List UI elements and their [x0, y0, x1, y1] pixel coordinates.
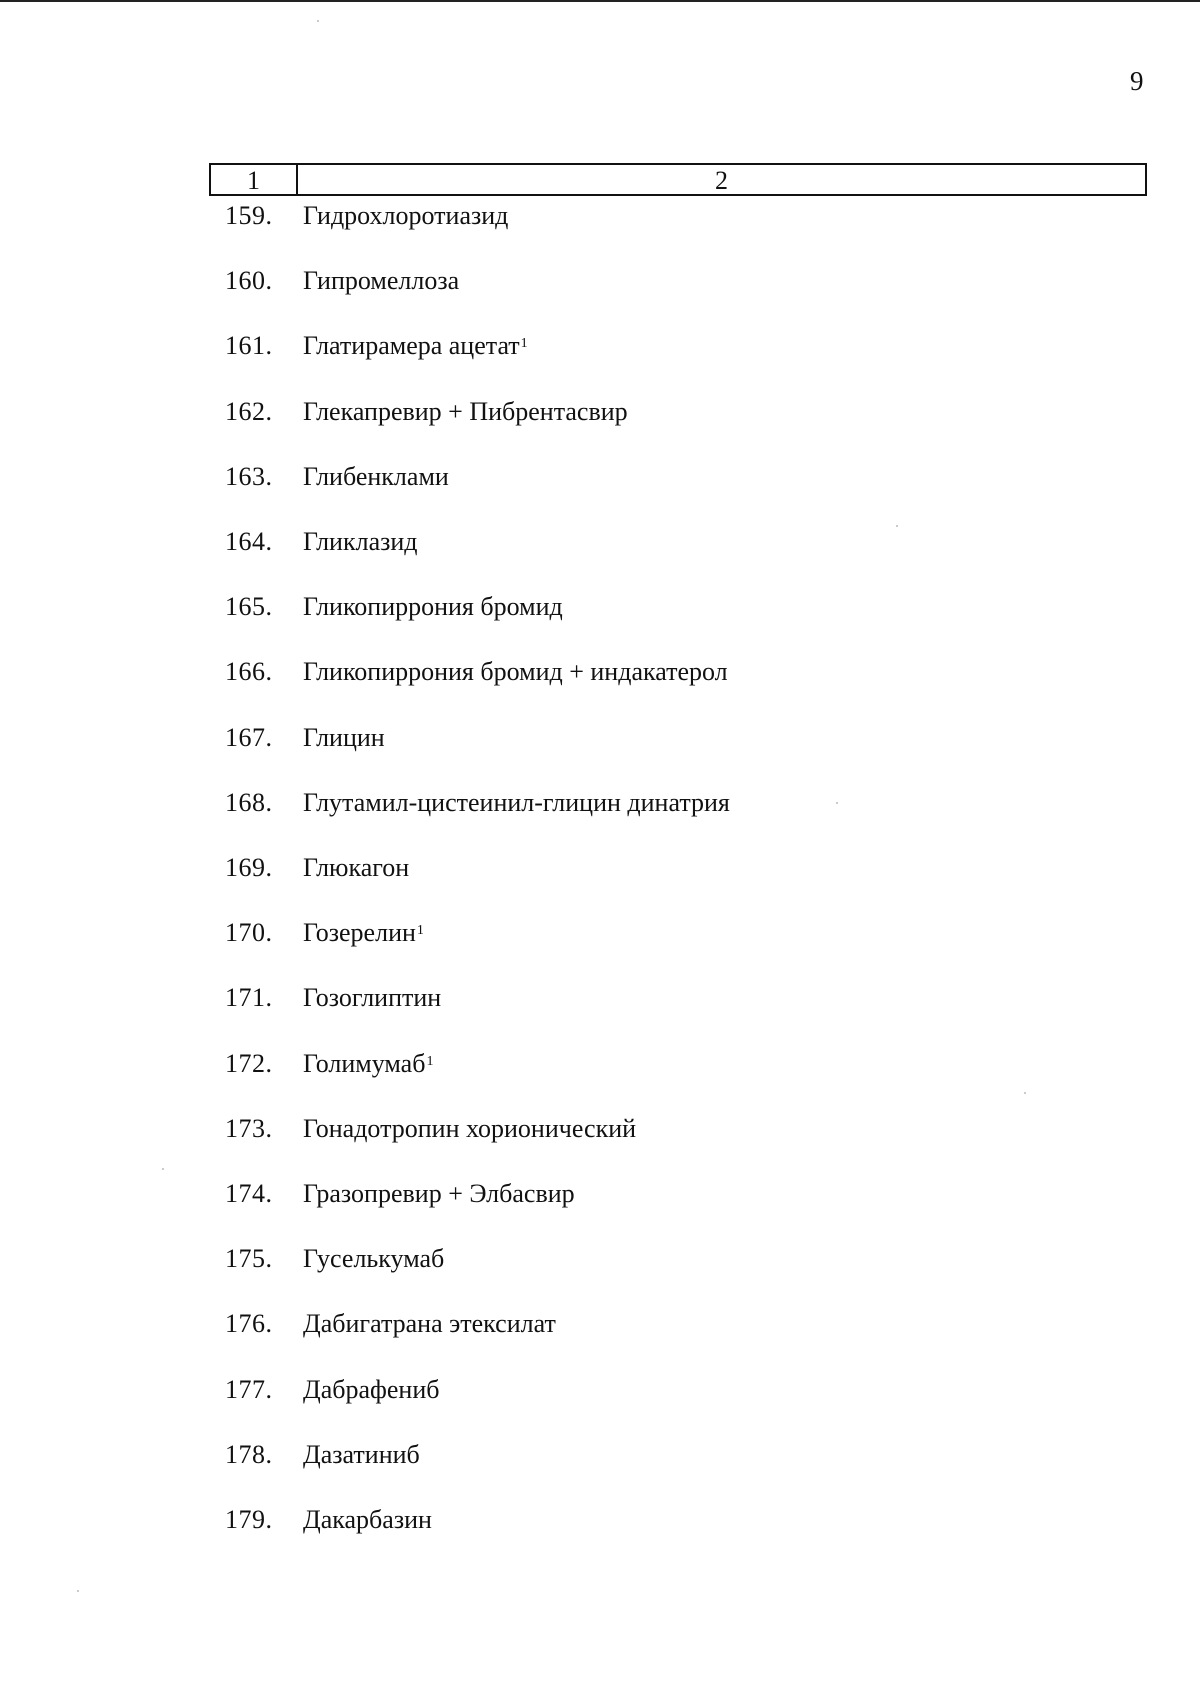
footnote-marker: 1 — [416, 923, 424, 939]
list-item-number: 166. — [225, 657, 273, 687]
list-item-number: 173. — [225, 1113, 273, 1143]
list-item-drug-name — [303, 1243, 444, 1275]
table-header-col-2: 2 — [715, 166, 728, 195]
drug-name-text: Дабрафениб — [303, 1374, 440, 1404]
scan-speck — [836, 802, 838, 804]
list-item-drug-name — [303, 1439, 420, 1471]
drug-name-text: Глибенклами — [303, 461, 449, 491]
list-item-drug-name — [303, 982, 441, 1014]
footnote-marker: 1 — [426, 1053, 434, 1069]
list-item-drug-name — [303, 1374, 440, 1406]
scan-speck — [317, 20, 319, 22]
list-item-number: 164. — [225, 527, 273, 556]
drug-name-text: Глюкагон — [303, 853, 410, 882]
list-item-drug-name — [303, 722, 385, 754]
drug-name-text: Глутамил-цистеинил-глицин динатрия — [303, 787, 730, 817]
scan-speck — [77, 1590, 79, 1592]
list-item — [0, 1178, 1200, 1218]
list-item-drug-name — [303, 917, 424, 949]
list-item — [0, 265, 1200, 305]
list-item-drug-name — [303, 526, 418, 558]
list-item-number: 172. — [225, 1048, 273, 1078]
drug-name-text: Глатирамера ацетат — [303, 331, 520, 361]
list-item — [0, 1439, 1200, 1479]
list-item-number: 167. — [225, 722, 273, 752]
list-item — [0, 330, 1200, 370]
list-item-number: 179. — [225, 1505, 273, 1534]
list-item-number: 162. — [225, 396, 273, 426]
list-item-number: 161. — [225, 331, 273, 361]
scan-speck — [1024, 1092, 1026, 1094]
list-item — [0, 656, 1200, 696]
list-item-drug-name — [303, 656, 728, 688]
drug-name-text: Гуселькумаб — [303, 1244, 445, 1274]
drug-name-text: Гонадотропин хорионический — [303, 1113, 637, 1143]
list-item — [0, 917, 1200, 957]
scan-speck — [896, 525, 898, 527]
drug-name-text: Гозерелин — [303, 918, 416, 948]
drug-name-text: Гипромеллоза — [303, 266, 460, 296]
drug-name-text: Гразопревир + Элбасвир — [303, 1179, 575, 1208]
drug-name-text: Голимумаб — [303, 1048, 426, 1078]
scan-speck — [162, 1168, 164, 1170]
drug-name-text: Гликлазид — [303, 527, 418, 556]
list-item-drug-name — [303, 1113, 636, 1145]
list-item-number: 165. — [225, 592, 273, 622]
footnote-marker: 1 — [520, 336, 528, 352]
list-item — [0, 1113, 1200, 1153]
drug-name-text: Гликопиррония бромид — [303, 592, 563, 622]
list-item-drug-name — [303, 200, 508, 232]
list-item-number: 170. — [225, 918, 273, 948]
list-item — [0, 722, 1200, 762]
drug-name-text: Дакарбазин — [303, 1505, 432, 1534]
list-item — [0, 1308, 1200, 1348]
list-item-number: 175. — [225, 1244, 273, 1274]
list-item — [0, 787, 1200, 827]
list-item-number: 159. — [225, 201, 273, 230]
drug-name-text: Гидрохлоротиазид — [303, 201, 509, 230]
list-item-drug-name — [303, 1504, 432, 1536]
list-item-drug-name — [303, 330, 528, 362]
list-item — [0, 200, 1200, 240]
list-item-number: 174. — [225, 1179, 273, 1208]
list-item — [0, 1504, 1200, 1544]
list-item — [0, 1048, 1200, 1088]
list-item — [0, 1243, 1200, 1283]
table-header-col-1: 1 — [247, 166, 260, 195]
list-item — [0, 396, 1200, 436]
list-item-drug-name — [303, 396, 628, 428]
list-item — [0, 982, 1200, 1022]
list-item-drug-name — [303, 265, 459, 297]
list-item-number: 177. — [225, 1374, 273, 1404]
list-item-number: 178. — [225, 1439, 273, 1469]
list-item — [0, 526, 1200, 566]
list-item-drug-name — [303, 591, 563, 623]
list-item-number: 163. — [225, 461, 273, 491]
list-item — [0, 461, 1200, 501]
list-item-number: 169. — [225, 853, 273, 882]
list-item — [0, 591, 1200, 631]
list-item-drug-name — [303, 1178, 575, 1210]
list-item-number: 168. — [225, 787, 273, 817]
list-item-number: 171. — [225, 983, 273, 1013]
list-item-drug-name — [303, 1048, 433, 1080]
list-item-drug-name — [303, 852, 409, 884]
list-item — [0, 1374, 1200, 1414]
drug-name-text: Глекапревир + Пибрентасвир — [303, 396, 628, 426]
list-item-drug-name — [303, 787, 730, 819]
drug-name-text: Дазатиниб — [303, 1439, 420, 1469]
drug-name-text: Глицин — [303, 722, 385, 752]
drug-name-text: Дабигатрана этексилат — [303, 1309, 556, 1339]
drug-name-text: Гликопиррония бромид + индакатерол — [303, 657, 728, 687]
list-item — [0, 852, 1200, 892]
list-item-drug-name — [303, 1308, 556, 1340]
list-item-drug-name — [303, 461, 449, 493]
list-item-number: 160. — [225, 266, 273, 296]
list-item-number: 176. — [225, 1309, 273, 1339]
page-number: 9 — [1130, 66, 1144, 96]
drug-name-text: Гозоглиптин — [303, 983, 442, 1013]
